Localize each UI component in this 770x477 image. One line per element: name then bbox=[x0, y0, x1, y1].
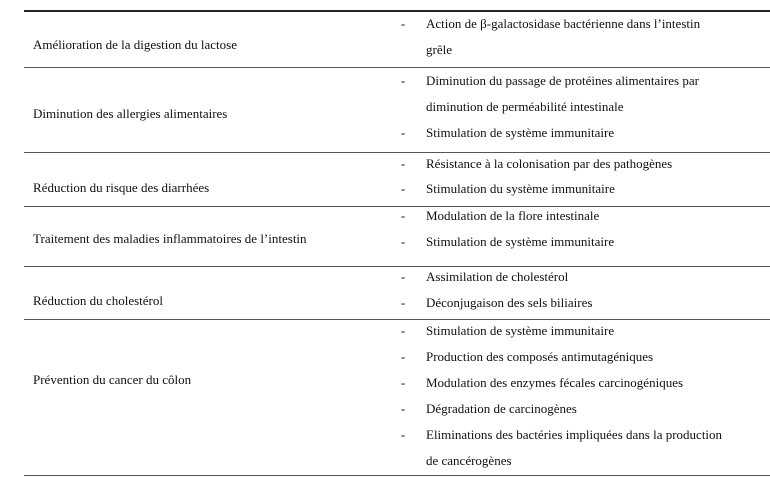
list-dash: - bbox=[400, 73, 406, 88]
table-row bbox=[24, 320, 770, 477]
list-dash: - bbox=[400, 234, 406, 249]
list-dash: - bbox=[400, 125, 406, 140]
table-bottom-rule bbox=[24, 475, 770, 476]
mechanism-text: diminution de perméabilité intestinale bbox=[426, 99, 624, 114]
mechanism-text: Production des composés antimutagéniques bbox=[426, 349, 654, 364]
effect-label: Traitement des maladies inflammatoires de l’intestin bbox=[33, 231, 307, 246]
list-dash: - bbox=[400, 349, 406, 364]
mechanism-text: Diminution du passage de protéines alimentaires par bbox=[426, 73, 699, 88]
list-dash: - bbox=[400, 427, 406, 442]
table-row bbox=[24, 10, 770, 66]
mechanism-text: Déconjugaison des sels biliaires bbox=[426, 295, 593, 310]
table-row bbox=[24, 207, 770, 266]
mechanism-text: Dégradation de carcinogènes bbox=[426, 401, 577, 416]
mechanism-text: grêle bbox=[426, 42, 452, 57]
effect-label: Prévention du cancer du côlon bbox=[33, 372, 192, 387]
list-dash: - bbox=[400, 295, 406, 310]
list-dash: - bbox=[400, 208, 406, 223]
mechanism-text: Eliminations des bactéries impliquées dans la production bbox=[426, 427, 723, 442]
mechanism-text: Stimulation de système immunitaire bbox=[426, 323, 615, 338]
list-dash: - bbox=[400, 269, 406, 284]
mechanism-text: Stimulation du système immunitaire bbox=[426, 181, 615, 196]
table-row bbox=[24, 68, 770, 152]
mechanism-text: Assimilation de cholestérol bbox=[426, 269, 569, 284]
mechanism-text: Stimulation de système immunitaire bbox=[426, 234, 615, 249]
effect-label: Diminution des allergies alimentaires bbox=[33, 106, 228, 121]
probiotic-effects-table bbox=[24, 10, 770, 477]
mechanism-text: de cancérogènes bbox=[426, 453, 512, 468]
list-dash: - bbox=[400, 401, 406, 416]
effect-label: Réduction du risque des diarrhées bbox=[33, 180, 210, 195]
list-dash: - bbox=[400, 375, 406, 390]
list-dash: - bbox=[400, 181, 406, 196]
mechanism-text: Stimulation de système immunitaire bbox=[426, 125, 615, 140]
effect-label: Réduction du cholestérol bbox=[33, 293, 163, 308]
list-dash: - bbox=[400, 323, 406, 338]
mechanism-text: Résistance à la colonisation par des pathogènes bbox=[426, 156, 673, 171]
mechanism-text: Action de β-galactosidase bactérienne dans l’intestin bbox=[426, 16, 701, 31]
list-dash: - bbox=[400, 156, 406, 171]
table-row bbox=[24, 267, 770, 319]
mechanism-text: Modulation de la flore intestinale bbox=[426, 208, 600, 223]
effect-label: Amélioration de la digestion du lactose bbox=[33, 37, 237, 52]
mechanism-text: Modulation des enzymes fécales carcinogéniques bbox=[426, 375, 684, 390]
table-row bbox=[24, 153, 770, 206]
list-dash: - bbox=[400, 16, 406, 31]
